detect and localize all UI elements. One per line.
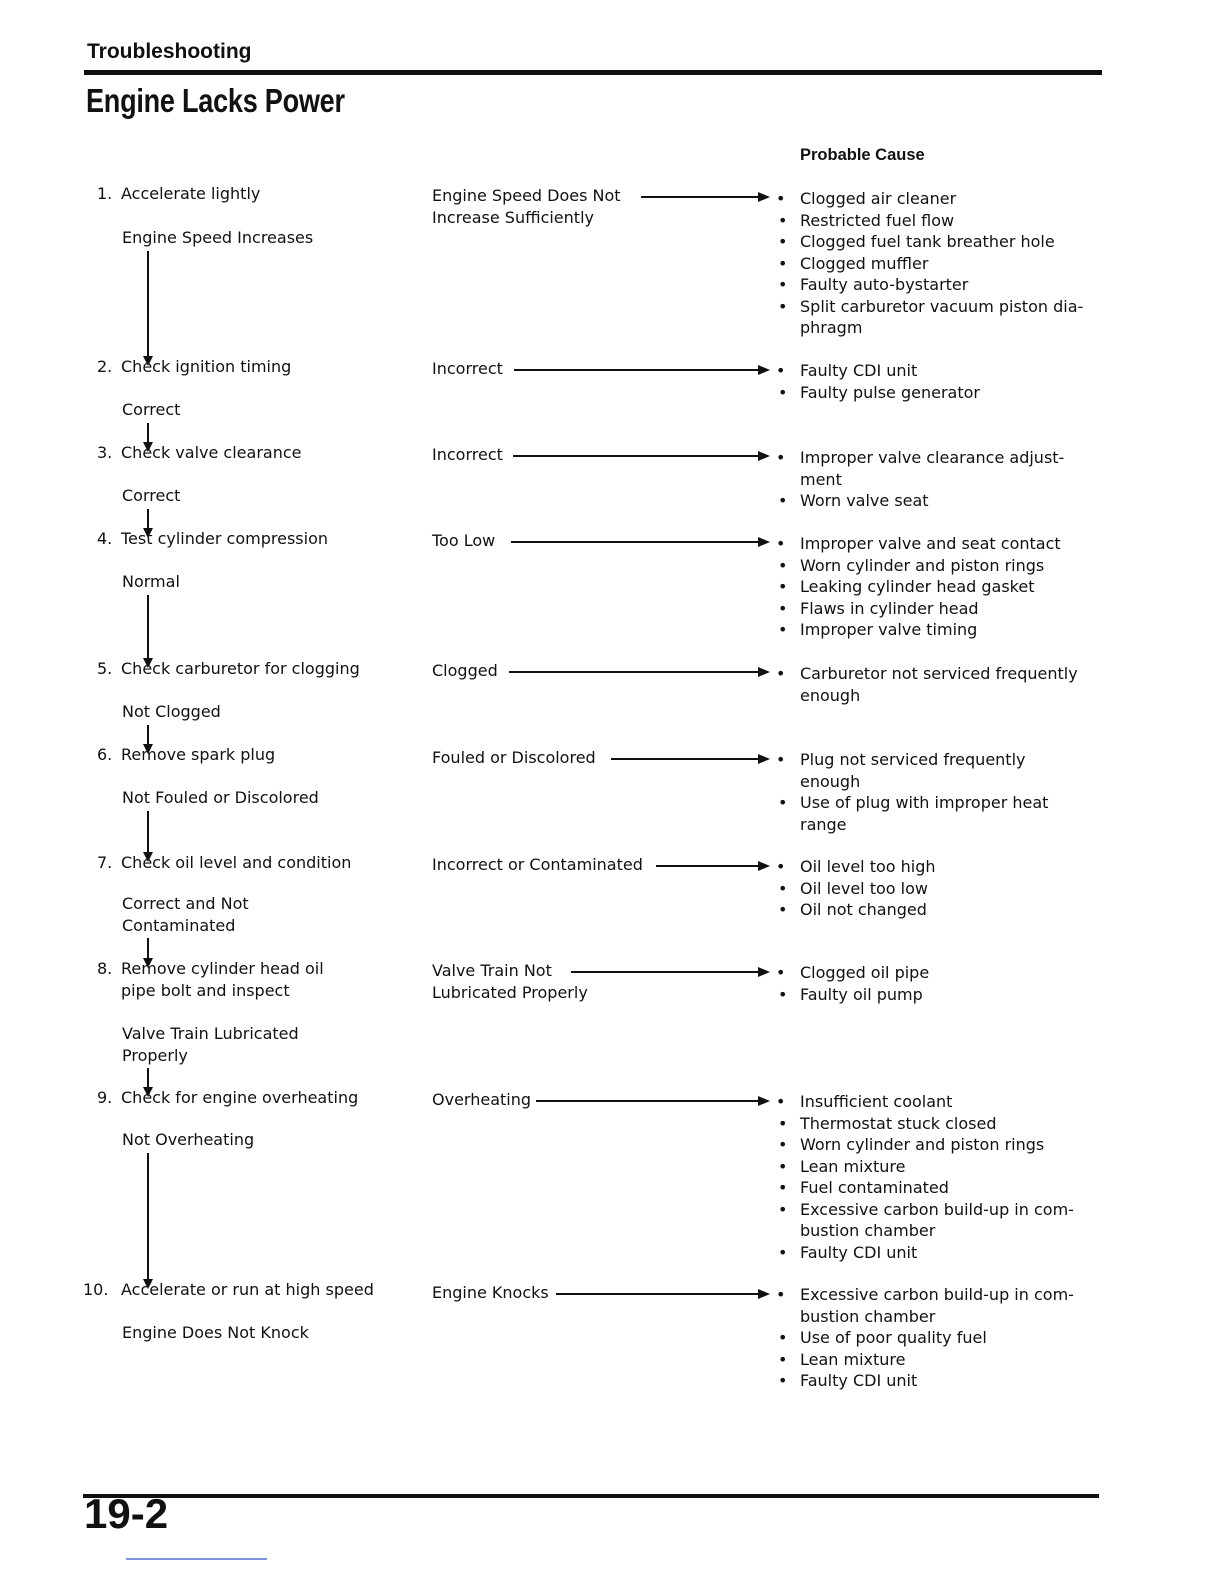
cause-text: Improper valve clearance adjust- ment (800, 448, 1065, 489)
cause-item (778, 1199, 1074, 1242)
cause-item (776, 188, 1083, 210)
cause-text: Worn cylinder and piston rings (800, 555, 1045, 575)
bullet-icon: • (778, 210, 788, 230)
cause-text: Oil level too low (800, 878, 928, 898)
top-rule (84, 70, 1102, 75)
cause-text: Clogged oil pipe (800, 963, 930, 982)
cause-item (778, 792, 1049, 835)
step-instruction: Accelerate lightly (121, 184, 261, 203)
pass-result: Not Fouled or Discolored (122, 788, 319, 807)
cause-text: Use of poor quality fuel (800, 1328, 987, 1347)
step-number: 9. (97, 1088, 113, 1107)
cause-item (778, 984, 929, 1006)
cause-item (778, 899, 936, 921)
cause-item (776, 749, 1048, 792)
bullet-icon: • (778, 232, 788, 251)
cause-item (776, 856, 936, 878)
cause-text: Thermostat stuck closed (800, 1113, 997, 1133)
failure-condition: Clogged (432, 661, 498, 680)
cause-item (776, 533, 1061, 555)
bullet-icon: • (778, 1156, 788, 1176)
cause-text: Split carburetor vacuum piston dia- phragm (800, 296, 1084, 337)
cause-text: Improper valve timing (800, 620, 978, 639)
probable-cause-list (776, 360, 980, 403)
cause-arrow (611, 758, 766, 760)
cause-text: Fuel contaminated (800, 1178, 949, 1197)
cause-arrow (656, 865, 766, 867)
step-instruction: Check ignition timing (121, 357, 292, 376)
cause-item (776, 1284, 1074, 1327)
pass-result: Correct (122, 400, 181, 419)
cause-item (776, 1091, 1074, 1113)
step-number: 4. (97, 529, 113, 548)
step-number: 2. (97, 357, 113, 376)
probable-cause-list (776, 856, 936, 921)
pass-result: Not Clogged (122, 702, 221, 721)
bullet-icon: • (778, 555, 788, 575)
section-heading: Troubleshooting (87, 40, 252, 63)
bullet-icon: • (778, 1113, 788, 1133)
bullet-icon: • (776, 750, 786, 769)
bullet-icon: • (776, 189, 786, 208)
cause-arrow (513, 455, 766, 457)
cause-text: Clogged muffler (800, 253, 929, 273)
cause-item (776, 663, 1078, 706)
bullet-icon: • (778, 275, 788, 294)
bullet-icon: • (778, 1242, 788, 1262)
cause-text: Insufficient coolant (800, 1092, 953, 1111)
failure-condition: Fouled or Discolored (432, 748, 596, 767)
cause-text: Plug not serviced frequently enough (800, 750, 1026, 791)
probable-cause-list (776, 1091, 1074, 1263)
cause-item (778, 576, 1061, 598)
probable-cause-list (776, 962, 930, 1005)
bullet-icon: • (778, 1349, 788, 1369)
pass-result: Correct (122, 486, 181, 505)
failure-condition: Incorrect or Contaminated (432, 855, 643, 874)
cause-item (778, 1242, 1074, 1264)
cause-text: Faulty CDI unit (800, 1242, 918, 1262)
cause-text: Excessive carbon build-up in com- bustion chamber (800, 1285, 1074, 1326)
failure-condition: Overheating (432, 1090, 532, 1109)
cause-arrow (536, 1100, 766, 1102)
cause-item (778, 1156, 1074, 1178)
cause-text: Faulty auto-bystarter (800, 275, 969, 294)
cause-item (778, 878, 936, 900)
step-number: 3. (97, 443, 113, 462)
page-number: 19-2 (84, 1490, 169, 1537)
pass-result: Engine Does Not Knock (122, 1323, 309, 1342)
step-instruction: Test cylinder compression (121, 529, 328, 548)
bullet-icon: • (778, 491, 788, 510)
cause-text: Carburetor not serviced frequently enough (800, 664, 1078, 705)
probable-cause-heading: Probable Cause (800, 146, 925, 164)
probable-cause-list (776, 1284, 1074, 1392)
failure-condition: Valve Train Not Lubricated Properly (432, 961, 588, 1002)
cause-item (778, 1177, 1074, 1199)
probable-cause-list (776, 663, 1078, 706)
cause-text: Restricted fuel flow (800, 210, 955, 230)
cause-item (778, 210, 1083, 232)
bullet-icon: • (776, 534, 786, 553)
failure-condition: Engine Speed Does Not Increase Sufficiently (432, 186, 621, 227)
bullet-icon: • (778, 1135, 788, 1154)
bullet-icon: • (778, 1178, 788, 1197)
bullet-icon: • (776, 664, 786, 683)
step-instruction: Remove cylinder head oil pipe bolt and inspect (121, 959, 324, 1000)
cause-item (776, 360, 980, 382)
bullet-icon: • (778, 598, 788, 618)
cause-text: Faulty CDI unit (800, 361, 918, 380)
step-instruction: Accelerate or run at high speed (121, 1280, 374, 1299)
cause-item (778, 619, 1061, 641)
cause-arrow (556, 1293, 766, 1295)
page-title: Engine Lacks Power (86, 82, 345, 119)
cause-text: Improper valve and seat contact (800, 534, 1061, 553)
bullet-icon: • (778, 900, 788, 919)
bullet-icon: • (778, 253, 788, 273)
cause-arrow (509, 671, 766, 673)
cause-arrow (514, 369, 766, 371)
failure-condition: Incorrect (432, 359, 503, 378)
flow-down-arrow (147, 1153, 149, 1288)
scan-artifact-line (126, 1558, 267, 1560)
bullet-icon: • (778, 577, 788, 596)
cause-arrow (511, 541, 766, 543)
cause-item (778, 1113, 1074, 1135)
failure-condition: Incorrect (432, 445, 503, 464)
cause-item (778, 1134, 1074, 1156)
bullet-icon: • (778, 1328, 788, 1347)
cause-item (778, 231, 1083, 253)
cause-item (776, 962, 930, 984)
pass-result: Engine Speed Increases (122, 228, 314, 247)
step-number: 5. (97, 659, 113, 678)
cause-item (778, 490, 1064, 512)
cause-text: Oil not changed (800, 900, 927, 919)
cause-text: Flaws in cylinder head (800, 598, 979, 618)
cause-text: Oil level too high (800, 857, 936, 876)
bullet-icon: • (776, 1092, 786, 1111)
bullet-icon: • (778, 1199, 788, 1219)
pass-result: Valve Train Lubricated Properly (122, 1024, 299, 1065)
bullet-icon: • (776, 963, 786, 982)
cause-text: Lean mixture (800, 1156, 906, 1176)
step-instruction: Check valve clearance (121, 443, 302, 462)
bullet-icon: • (778, 296, 788, 316)
cause-text: Faulty oil pump (800, 984, 923, 1004)
pass-result: Normal (122, 572, 180, 591)
probable-cause-list (776, 188, 1084, 339)
probable-cause-list (776, 447, 1065, 512)
probable-cause-list (776, 533, 1061, 641)
cause-text: Lean mixture (800, 1349, 906, 1369)
bullet-icon: • (776, 361, 786, 380)
step-number: 7. (97, 853, 113, 872)
bullet-icon: • (776, 857, 786, 876)
cause-text: Excessive carbon build-up in com- bustion chamber (800, 1199, 1074, 1240)
cause-text: Leaking cylinder head gasket (800, 577, 1035, 596)
step-instruction: Remove spark plug (121, 745, 276, 764)
step-instruction: Check oil level and condition (121, 853, 352, 872)
failure-condition: Too Low (432, 531, 496, 550)
cause-text: Worn valve seat (800, 491, 929, 510)
bullet-icon: • (778, 984, 788, 1004)
cause-text: Faulty CDI unit (800, 1371, 918, 1390)
cause-text: Clogged air cleaner (800, 189, 957, 208)
step-number: 6. (97, 745, 113, 764)
cause-item (778, 555, 1061, 577)
step-number: 8. (97, 959, 113, 978)
pass-result: Correct and Not Contaminated (122, 894, 249, 935)
cause-text: Clogged fuel tank breather hole (800, 232, 1055, 251)
step-number: 1. (97, 184, 113, 203)
bullet-icon: • (778, 878, 788, 898)
step-instruction: Check for engine overheating (121, 1088, 359, 1107)
bullet-icon: • (778, 620, 788, 639)
flow-down-arrow (147, 251, 149, 365)
cause-item (778, 1327, 1074, 1349)
bullet-icon: • (778, 382, 788, 402)
cause-text: Use of plug with improper heat range (800, 793, 1049, 834)
cause-item (778, 253, 1083, 275)
bullet-icon: • (778, 1371, 788, 1390)
cause-item (778, 1349, 1074, 1371)
flow-down-arrow (147, 595, 149, 667)
bullet-icon: • (776, 1285, 786, 1304)
step-number: 10. (83, 1280, 109, 1299)
cause-item (778, 1370, 1074, 1392)
bullet-icon: • (778, 793, 788, 812)
cause-item (776, 447, 1065, 490)
cause-text: Worn cylinder and piston rings (800, 1135, 1045, 1154)
bottom-rule (83, 1494, 1099, 1498)
cause-item (778, 598, 1061, 620)
bullet-icon: • (776, 448, 786, 467)
cause-item (778, 274, 1083, 296)
pass-result: Not Overheating (122, 1130, 255, 1149)
cause-item (778, 296, 1084, 339)
cause-arrow (571, 971, 766, 973)
cause-text: Faulty pulse generator (800, 382, 980, 402)
probable-cause-list (776, 749, 1049, 835)
cause-item (778, 382, 980, 404)
failure-condition: Engine Knocks (432, 1283, 549, 1302)
step-instruction: Check carburetor for clogging (121, 659, 360, 678)
cause-arrow (641, 196, 766, 198)
